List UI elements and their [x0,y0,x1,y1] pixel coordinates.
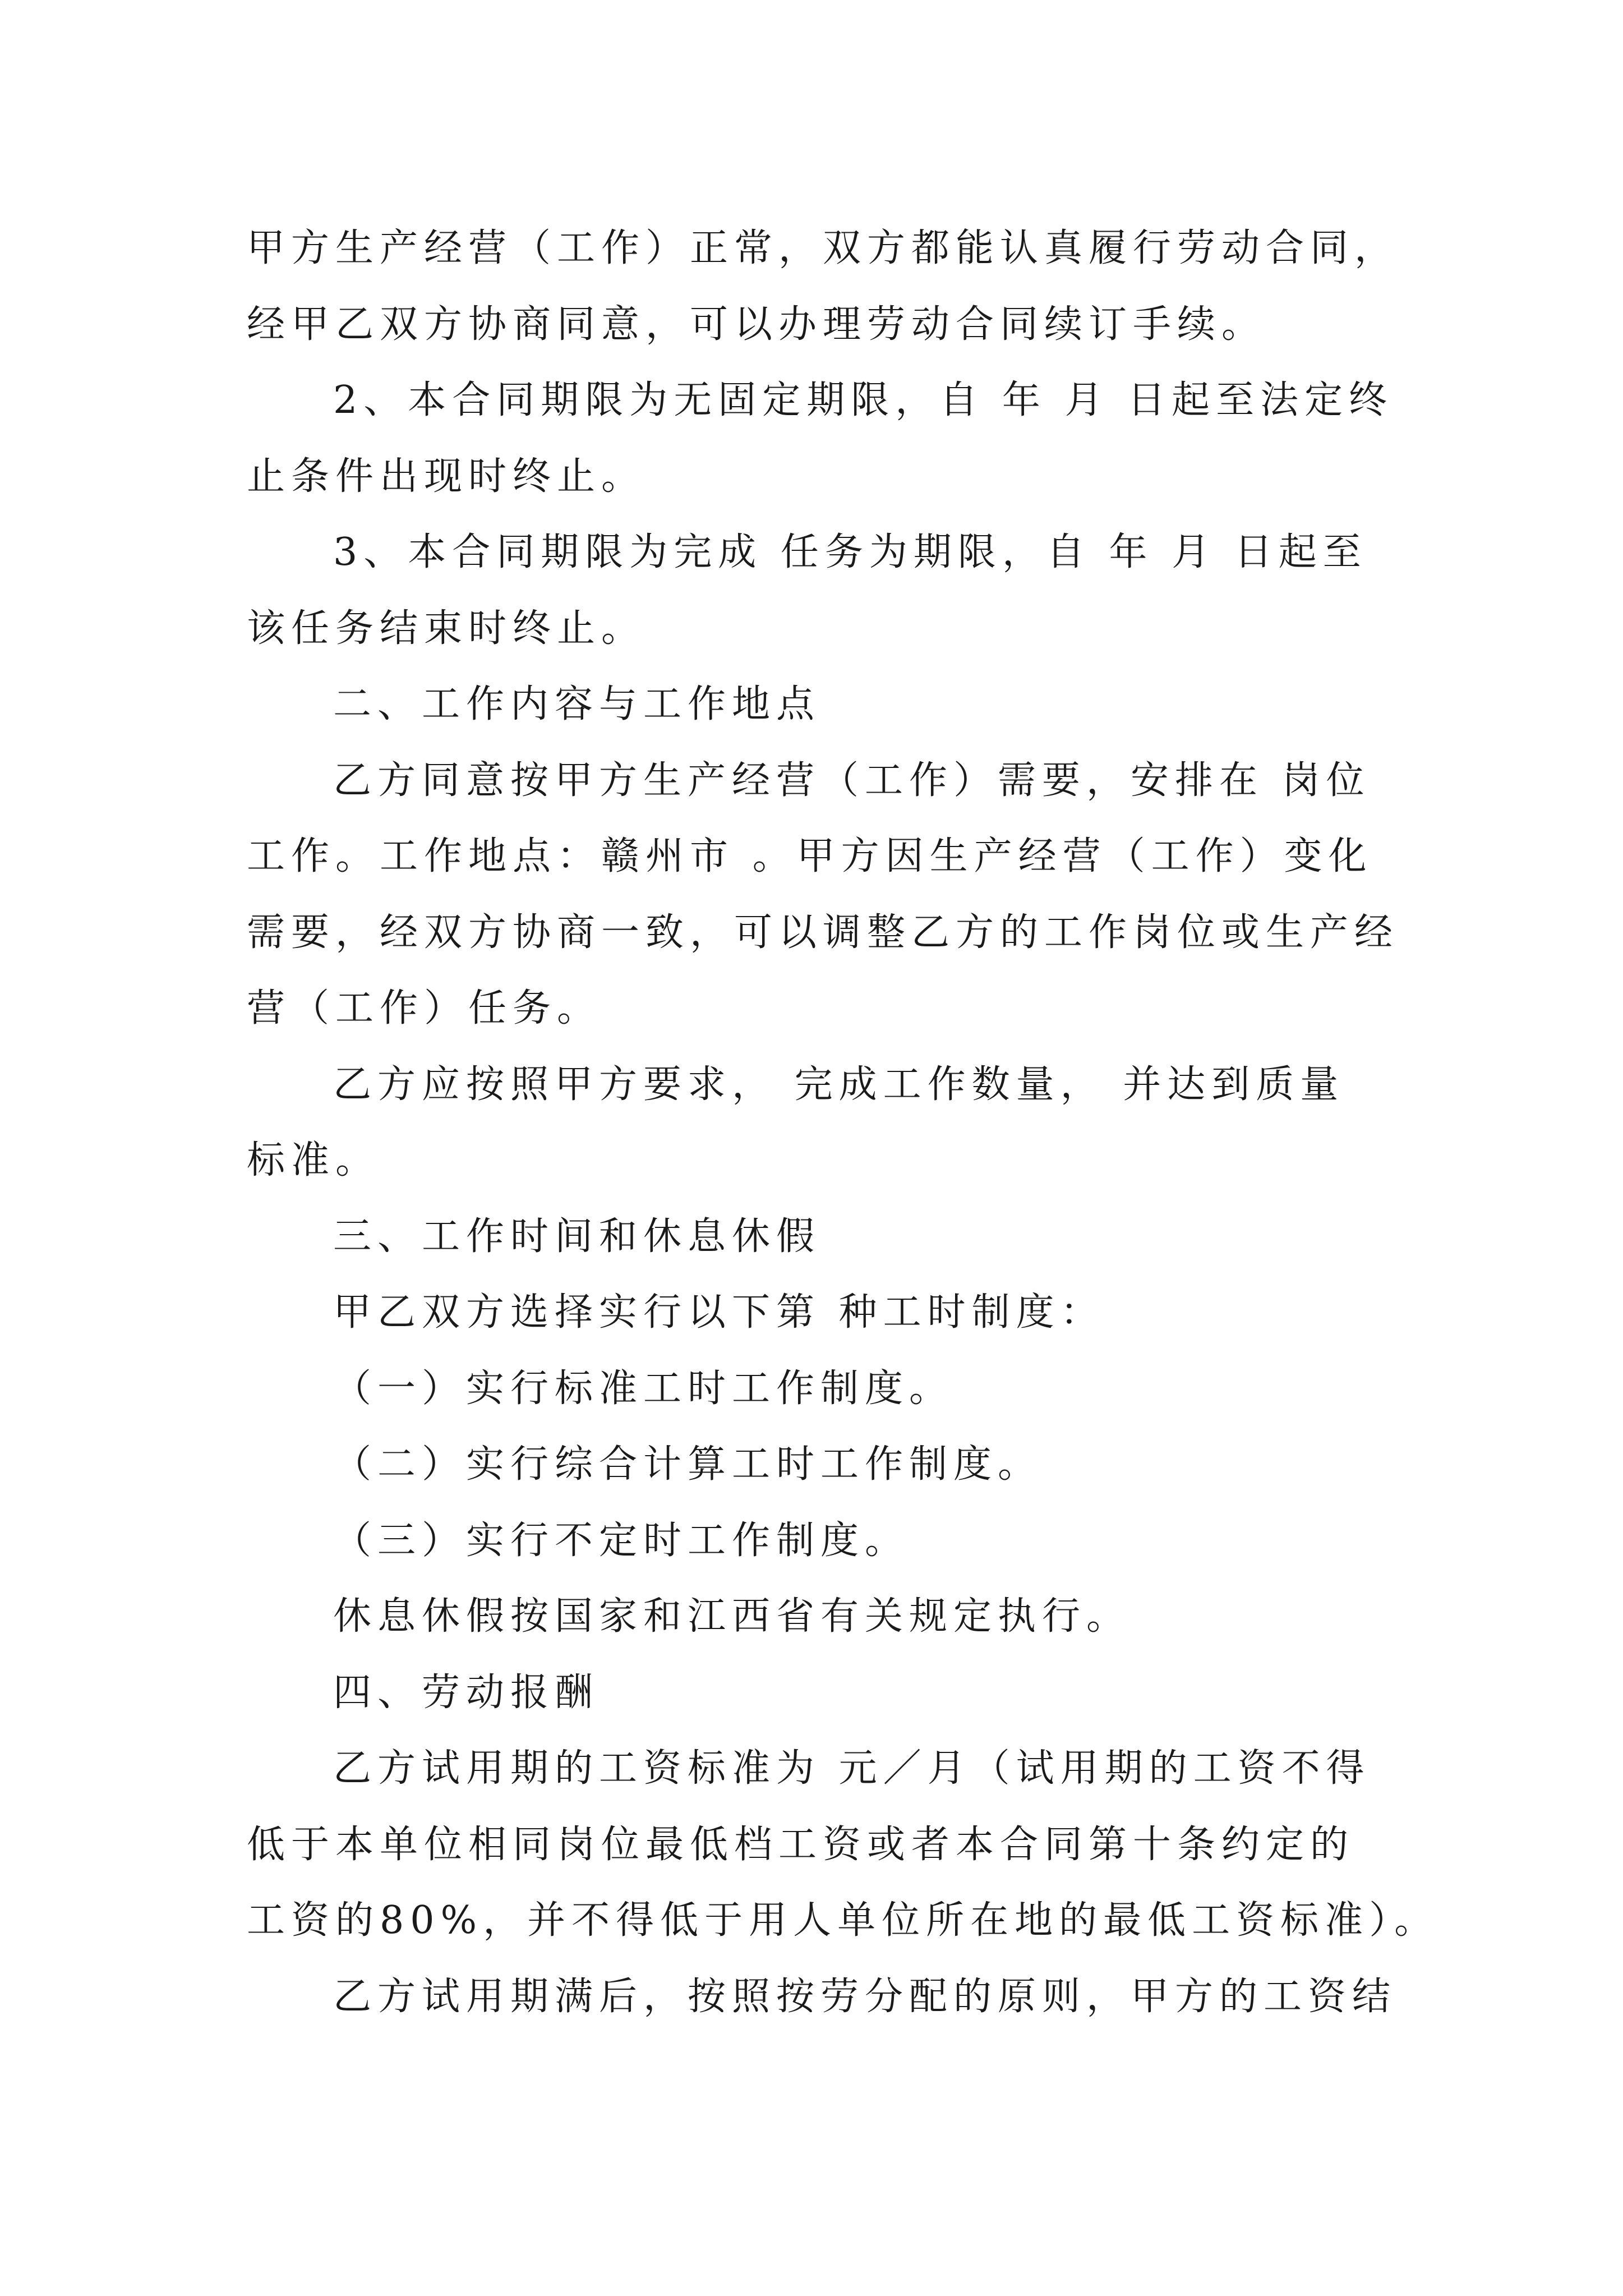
text-line: 经甲乙双方协商同意，可以办理劳动合同续订手续。 [247,302,1266,347]
contract-text [247,210,1439,2035]
text-line: 该任务结束时终止。 [247,606,646,651]
text-line: 工作。工作地点：赣州市 。甲方因生产经营（工作）变化 [247,834,1373,878]
text-line: 乙方同意按甲方生产经营（工作）需要，安排在 岗位 [333,758,1371,803]
text-line: 休息休假按国家和江西省有关规定执行。 [333,1594,1131,1639]
text-line: 标准。 [247,1138,380,1182]
text-line: 工资的80%，并不得低于用人单位所在地的最低工资标准）。 [247,1898,1439,1943]
list-item: （一）实行标准工时工作制度。 [333,1366,954,1411]
section-heading: 三、工作时间和休息休假 [333,1214,821,1259]
text-line: 2、本合同期限为无固定期限，自 年 月 日起至法定终 [333,378,1394,422]
text-line: 低于本单位相同岗位最低档工资或者本合同第十条约定的 [247,1822,1355,1867]
text-line: 乙方应按照甲方要求， 完成工作数量， 并达到质量 [333,1062,1345,1107]
text-line: 甲方生产经营（工作）正常，双方都能认真履行劳动合同， [247,226,1399,270]
text-line: 乙方试用期满后，按照按劳分配的原则，甲方的工资结 [333,1974,1397,2019]
text-line: 需要，经双方协商一致，可以调整乙方的工作岗位或生产经 [247,910,1399,955]
text-line: 乙方试用期的工资标准为 元／月（试用期的工资不得 [333,1746,1371,1791]
text-line: 甲乙双方选择实行以下第 种工时制度： [333,1290,1105,1335]
list-item: （三）实行不定时工作制度。 [333,1518,910,1563]
section-heading: 二、工作内容与工作地点 [333,682,821,726]
text-line: 营（工作）任务。 [247,986,602,1030]
text-line: 3、本合同期限为完成 任务为期限，自 年 月 日起至 [333,530,1367,574]
text-line: 止条件出现时终止。 [247,454,646,499]
list-item: （二）实行综合计算工时工作制度。 [333,1442,1043,1487]
section-heading: 四、劳动报酬 [333,1670,600,1715]
